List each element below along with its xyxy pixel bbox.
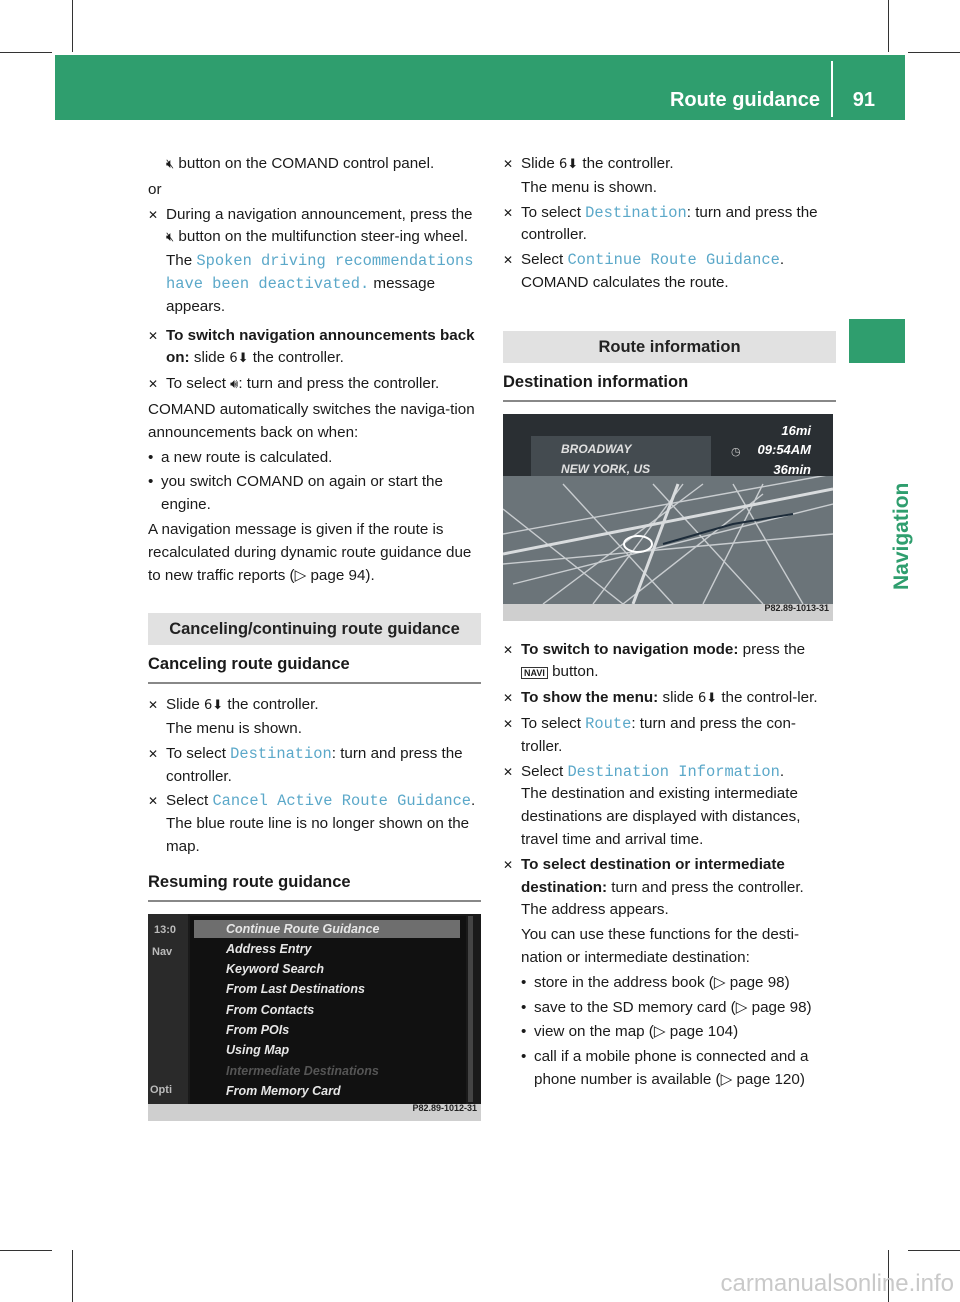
arrow-icon: ✕ xyxy=(148,746,159,761)
arrow-icon: ✕ xyxy=(503,205,514,220)
arrow-icon: ✕ xyxy=(503,764,514,779)
mute-icon: 🔇︎ xyxy=(166,230,175,246)
or-text: or xyxy=(148,180,162,198)
section-heading: Canceling/continuing route guidance xyxy=(148,613,481,645)
body-text: A navigation message is given if the route is recalculated during dynamic route guidance due to new traffic reports (▷ page 94). xyxy=(148,520,472,584)
voice-icon: 🔊︎ xyxy=(230,377,239,393)
bullet-item: • you switch COMAND on again or start the engine. xyxy=(148,473,443,514)
crop-mark xyxy=(72,0,73,52)
clock-icon: ◷ xyxy=(731,445,741,458)
menu-list-item: Continue Route Guidance xyxy=(194,920,460,938)
arrow-icon: ✕ xyxy=(148,698,159,713)
bullet-item: • call if a mobile phone is connected and a phone number is available (▷ page 120) xyxy=(521,1048,809,1088)
menu-item-code: Continue Route Guidance xyxy=(567,251,780,270)
page-header xyxy=(55,55,905,120)
left-column xyxy=(148,153,481,1121)
menu-list-item: Keyword Search xyxy=(226,962,324,977)
menu-list-item: Intermediate Destinations xyxy=(226,1063,379,1078)
arrow-icon: ✕ xyxy=(503,716,514,731)
arrow-icon: ✕ xyxy=(148,207,159,222)
menu-item-code: Destination Information xyxy=(567,762,780,781)
controller-slide-icon: 6⬇ xyxy=(559,157,579,172)
map-distance: 16mi xyxy=(781,422,811,438)
instruction-step: 🔇︎ button on the COMAND control panel. xyxy=(166,155,435,172)
section-heading: Route information xyxy=(503,331,836,363)
arrow-icon: ✕ xyxy=(503,857,514,872)
crop-mark xyxy=(908,1250,960,1251)
bullet-item: • view on the map (▷ page 104) xyxy=(521,1023,739,1041)
menu-list xyxy=(190,916,466,1104)
menu-list-item: Address Entry xyxy=(226,941,312,956)
arrow-icon: ✕ xyxy=(148,377,159,392)
watermark: carmanualsonline.info xyxy=(720,1270,954,1297)
arrow-icon: ✕ xyxy=(503,157,514,171)
crop-mark xyxy=(72,1250,73,1302)
arrow-icon: ✕ xyxy=(148,794,159,809)
menu-list-item: Using Map xyxy=(226,1043,290,1058)
menu-list-item: From Last Destinations xyxy=(226,982,365,997)
subsection-heading: Destination information xyxy=(503,371,836,402)
instruction-step: ✕ To switch to navigation mode: press the NAVI button. xyxy=(503,640,806,681)
body-text: COMAND automatically switches the naviga-tion announcements back on when: xyxy=(148,400,475,441)
body-text: You can use these functions for the desti-nation or intermediate destination: xyxy=(521,926,800,966)
menu-list-item: From POIs xyxy=(226,1023,290,1038)
chapter-tab xyxy=(849,319,905,363)
subsection-heading: Resuming route guidance xyxy=(148,871,481,902)
map-street: BROADWAY xyxy=(561,441,632,456)
instruction-step: ✕ To select Destination: turn and press the controller. xyxy=(148,744,463,785)
display-message: Spoken driving recommendations have been deactivated. xyxy=(166,252,474,293)
figure-caption: P82.89-1013-31 xyxy=(764,602,829,613)
menu-screenshot xyxy=(148,914,481,1121)
menu-list-item: From Contacts xyxy=(226,1002,315,1017)
chapter-label: Navigation xyxy=(890,482,913,590)
map-screenshot xyxy=(503,414,833,621)
instruction-step: ✕ To show the menu: slide 6⬇ the control-ler. xyxy=(503,687,836,711)
bullet-item: • store in the address book (▷ page 98) xyxy=(521,973,790,991)
instruction-step: ✕ Slide 6⬇ the controller. The menu is shown. xyxy=(503,155,674,196)
instruction-step: ✕ To switch navigation announcements back on: slide 6⬇ the controller. xyxy=(148,326,475,367)
controller-slide-icon: 6⬇ xyxy=(229,351,249,367)
bullet-item: • save to the SD memory card (▷ page 98) xyxy=(521,998,812,1016)
instruction-step: ✕ Select Continue Route Guidance. COMAND calculates the route. xyxy=(503,251,785,291)
crop-mark xyxy=(888,0,889,52)
controller-slide-icon: 6⬇ xyxy=(697,691,718,707)
arrow-icon: ✕ xyxy=(503,691,514,706)
arrow-icon: ✕ xyxy=(503,253,514,268)
bullet-item: • a new route is calculated. xyxy=(148,448,333,466)
map-duration: 36min xyxy=(773,461,811,477)
arrow-icon: ✕ xyxy=(148,328,159,343)
instruction-step: ✕ Select Cancel Active Route Guidance. The blue route line is no longer shown on the map. xyxy=(148,792,476,855)
map-arrival-time: 09:54AM xyxy=(757,441,811,457)
instruction-step: ✕ To select Destination: turn and press the controller. xyxy=(503,203,818,244)
mute-icon: 🔇︎ xyxy=(166,157,175,172)
menu-item-code: Cancel Active Route Guidance xyxy=(212,792,472,811)
instruction-step: ✕ Select Destination Information. The destination and existing intermediate destinations are displayed with distances, travel time and arrival time. xyxy=(503,762,801,848)
controller-slide-icon: 6⬇ xyxy=(204,698,224,714)
instruction-step: ✕ To select 🔊︎: turn and press the controller. xyxy=(148,373,481,397)
menu-left-strip: 13:0 Nav Opti xyxy=(148,914,188,1104)
menu-item-code: Route xyxy=(585,714,632,733)
instruction-step: ✕ To select destination or intermediate destination: turn and press the controller. The address appears. xyxy=(503,855,804,919)
crop-mark xyxy=(0,52,52,53)
subsection-heading: Canceling route guidance xyxy=(148,653,481,684)
figure-caption: P82.89-1012-31 xyxy=(412,1102,477,1113)
crop-mark xyxy=(908,52,960,53)
instruction-step: ✕ Slide 6⬇ the controller. The menu is shown. xyxy=(148,696,319,737)
menu-item-code: Destination xyxy=(230,744,332,763)
section-title: Route guidance xyxy=(669,89,820,111)
navi-key-icon: NAVI xyxy=(521,667,548,679)
page-number: 91 xyxy=(852,89,875,111)
right-column xyxy=(503,153,836,1092)
map-city: NEW YORK, US xyxy=(561,461,651,476)
crop-mark xyxy=(0,1250,52,1251)
instruction-step: ✕ During a navigation announcement, press the 🔇︎ button on the multifunction steer-ing wheel. The Spoken driving recommendations have been deactivated. message appears. xyxy=(148,205,474,315)
menu-item-code: Destination xyxy=(585,203,687,222)
header-divider xyxy=(831,61,833,117)
arrow-icon: ✕ xyxy=(503,642,514,657)
scrollbar xyxy=(468,916,473,1102)
instruction-step: ✕ To select Route: turn and press the con-troller. xyxy=(503,714,796,755)
menu-list-item: From Memory Card xyxy=(226,1083,341,1098)
